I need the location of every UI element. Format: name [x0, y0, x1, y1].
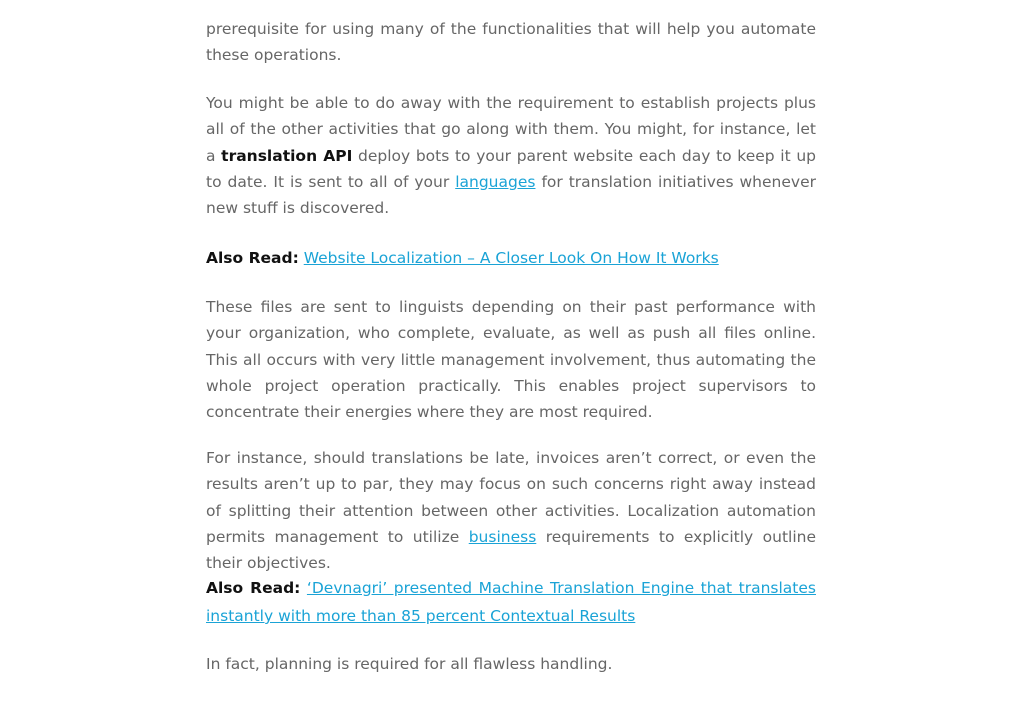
also-read-label: Also Read: — [206, 579, 301, 597]
paragraph-text: requirements to explicitly outline their objectives. — [206, 527, 816, 573]
paragraph-planning — [206, 651, 816, 677]
paragraph-text: for translation initiatives whenever new stuff is discovered. — [206, 172, 816, 218]
paragraph-translation-api — [206, 90, 816, 221]
also-read-label: Also Read: — [206, 249, 299, 267]
paragraph-for-instance — [206, 445, 816, 576]
bold-term-translation-api: translation API — [221, 146, 353, 165]
paragraph-text: In fact, planning is required for all flawless handling. — [206, 655, 613, 673]
paragraph-linguists — [206, 294, 816, 425]
link-devnagri-machine-translation[interactable]: ‘Devnagri’ presented Machine Translation Engine that translates instantly with more than 85 percent Contextual Results — [206, 579, 816, 625]
paragraph-text: prerequisite for using many of the functionalities that will help you automate these operations. — [206, 20, 816, 65]
link-languages[interactable]: languages — [455, 172, 536, 191]
also-read-website-localization — [206, 245, 816, 271]
paragraph-text: deploy bots to your parent website each day to keep it up to date. It is sent to all of your — [206, 146, 816, 191]
paragraph-text: You might be able to do away with the requirement to establish projects plus all of the other activities that go along with them. You might, for instance, let a — [206, 94, 816, 165]
paragraph-text: These files are sent to linguists depending on their past performance with your organization, who complete, evaluate, as well as push all files online. This all occurs with very little management involvement, thus automating the whole project operation practically. This enables project supervisors to concentrate their energies where they are most required. — [206, 298, 816, 422]
paragraph-text: For instance, should translations be late, invoices aren’t correct, or even the results aren’t up to par, they may focus on such concerns right away instead of splitting their attention between other activities. Localization automation permits management to utilize — [206, 449, 816, 546]
also-read-devnagri — [206, 574, 816, 630]
link-website-localization[interactable]: Website Localization – A Closer Look On How It Works — [303, 249, 719, 267]
paragraph-intro-continuation — [206, 16, 816, 69]
link-business[interactable]: business — [468, 527, 537, 546]
